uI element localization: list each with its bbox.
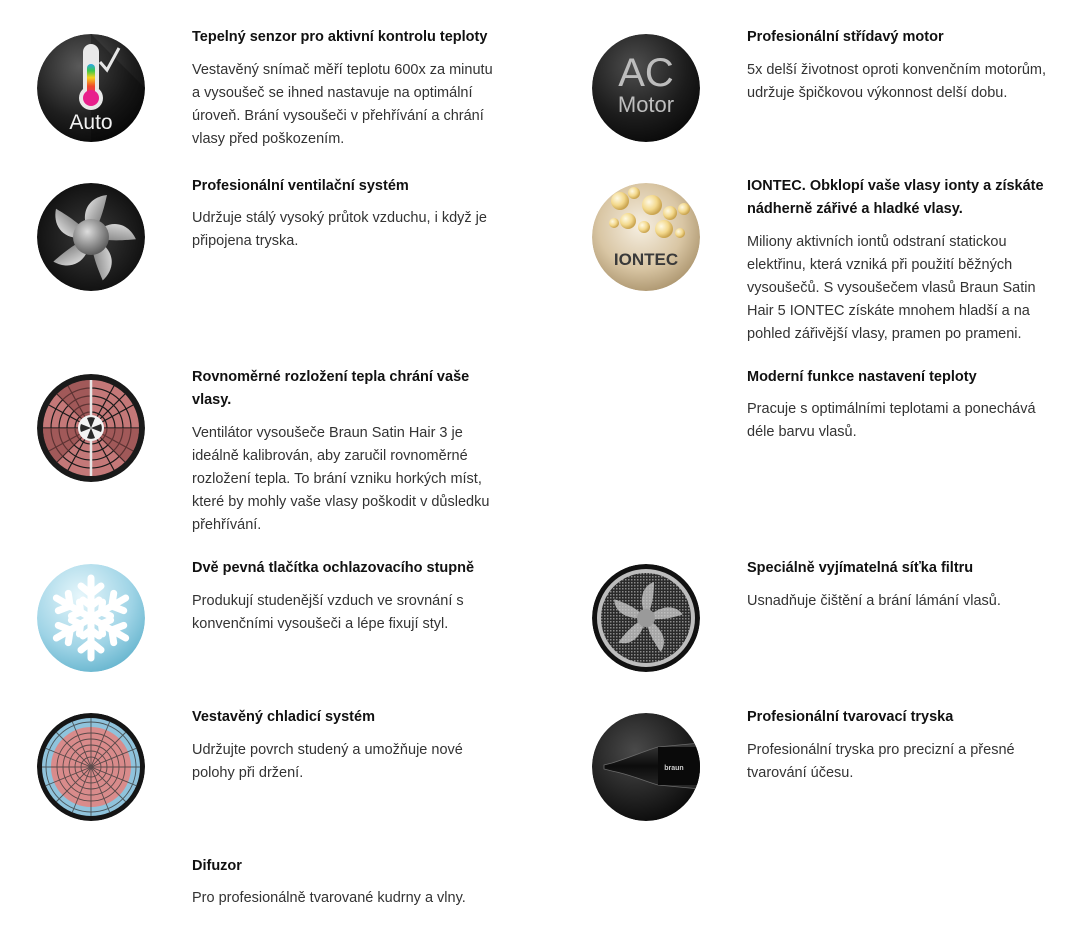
feature-title: Difuzor: [192, 858, 242, 874]
feature-title: Vestavěný chladicí systém: [192, 709, 375, 725]
filter-mesh-icon: [592, 564, 700, 672]
feature-title: IONTEC. Obklopí vaše vlasy ionty a získáte nádherně zářivé a hladké vlasy.: [747, 178, 1044, 217]
feature-title: Dvě pevná tlačítka ochlazovacího stupně: [192, 560, 475, 576]
feature-title: Moderní funkce nastavení teploty: [747, 369, 977, 385]
ac-icon-label: AC: [618, 51, 674, 95]
feature-title: Profesionální ventilační systém: [192, 178, 409, 194]
motor-icon-label: Motor: [617, 92, 675, 117]
feature-description: Ventilátor vysoušeče Braun Satin Hair 3 je ideálně kalibrován, aby zaručil rovnoměrné rozložení tepla. To brání vzniku horkých míst, které by mohly vaše vlasy poškodit v důsledku přehřívání.: [192, 425, 490, 533]
feature-title: Tepelný senzor pro aktivní kontrolu teploty: [192, 29, 488, 45]
heat-distribution-icon: [37, 374, 145, 482]
feature-description: Profesionální tryska pro precizní a přesné tvarování účesu.: [747, 742, 1015, 781]
feature-title: Profesionální tvarovací tryska: [747, 709, 954, 725]
feature-description: Udržuje stálý vysoký průtok vzduchu, i když je připojena tryska.: [192, 210, 487, 249]
feature-description: Pracuje s optimálními teplotami a ponechává déle barvu vlasů.: [747, 401, 1036, 440]
feature-title: Rovnoměrné rozložení tepla chrání vaše vlasy.: [192, 369, 470, 408]
feature-description: Miliony aktivních iontů odstraní statickou elektřinu, která vzniká při použití běžných vysoušečů. S vysoušečem vlasů Braun Satin Hair 5 IONTEC získáte mnohem hladší a na pohled zářivější vlasy, pramen po prameni.: [747, 234, 1036, 342]
feature-title: Profesionální střídavý motor: [747, 29, 944, 45]
temperature-sensor-auto-icon: [37, 34, 145, 142]
snowflake-icon: [37, 564, 145, 672]
ac-motor-icon: [592, 34, 700, 142]
feature-title: Speciálně vyjímatelná síťka filtru: [747, 560, 974, 576]
styling-nozzle-icon: [592, 713, 700, 821]
feature-description: Usnadňuje čištění a brání lámání vlasů.: [747, 593, 1001, 609]
iontec-icon: [592, 183, 700, 291]
feature-description: 5x delší životnost oproti konvenčním motorům, udržuje špičkovou výkonnost delší dobu.: [747, 62, 1046, 101]
feature-description: Produkují studenější vzduch ve srovnání s konvenčními vysoušeči a lépe fixují styl.: [192, 593, 464, 632]
braun-logo-label: braun: [664, 765, 684, 772]
feature-description: Vestavěný snímač měří teplotu 600x za minutu a vysoušeč se ihned nastavuje na optimální úroveň. Brání vysoušeči v přehřívání a chrání vlasy před poškozením.: [192, 62, 493, 147]
feature-description: Pro profesionálně tvarované kudrny a vlny.: [192, 890, 466, 906]
feature-description: Udržujte povrch studený a umožňuje nové polohy při držení.: [192, 742, 463, 781]
ventilation-fan-icon: [37, 183, 145, 291]
cooling-system-icon: [37, 713, 145, 821]
auto-icon-label: Auto: [69, 111, 113, 134]
iontec-icon-label: IONTEC: [613, 250, 679, 269]
